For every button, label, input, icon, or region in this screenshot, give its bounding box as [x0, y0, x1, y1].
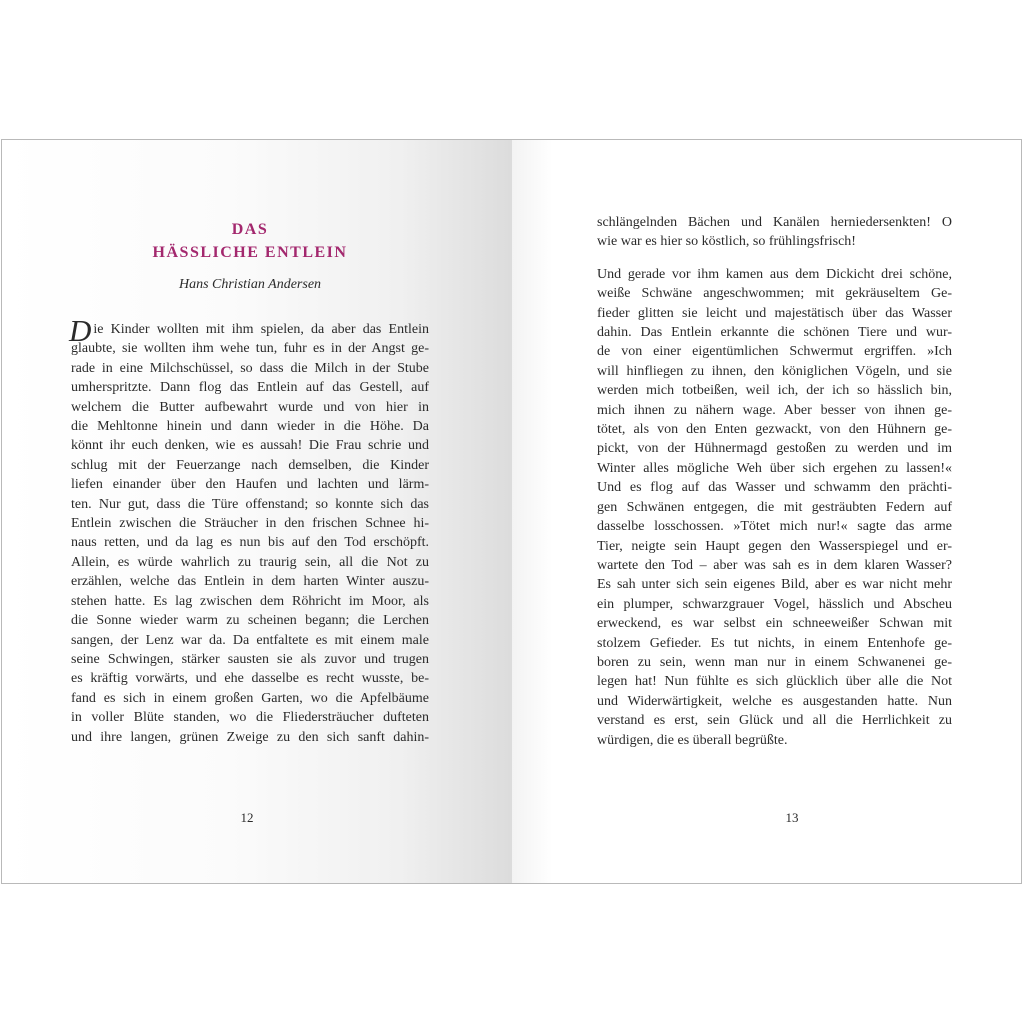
paragraph-gap	[597, 252, 952, 265]
text-line: die Mehltonne hinein und dann wieder in die Höhe. Da	[71, 419, 429, 435]
text-line: de von einer eigentümlichen Schwermut ergriffen. »Ich	[597, 344, 952, 360]
title-line-2: HÄSSLICHE ENTLEIN	[152, 244, 348, 261]
text-line: sangen, der Lenz war da. Da entfaltete es mit einem male	[71, 632, 429, 648]
text-line: tötet, als von den Enten gezwackt, von den Hühnern ge-	[597, 422, 952, 438]
right-page	[512, 140, 1021, 883]
text-line: naus retten, und da lag es nun bis auf den Tod erschöpft.	[71, 535, 429, 551]
text-line: welchem die Butter aufbewahrt wurde und von hier in	[71, 399, 429, 415]
title-line-1: DAS	[231, 221, 269, 238]
text-line: und ihre langen, grünen Zweige zu den sich sanft dahin-	[71, 729, 429, 745]
text-line: Tier, neigte sein Haupt gegen den Wasserspiegel und er-	[597, 538, 952, 554]
text-line: weiße Schwäne angeschwommen; mit gekräuseltem Ge-	[597, 286, 952, 302]
page-number-right: 13	[785, 810, 799, 825]
text-line: ein plumper, schwarzgrauer Vogel, hässlich und Abscheu	[597, 596, 952, 612]
text-line: liefen einander über den Haufen und lachten und lärm-	[71, 477, 429, 493]
left-body-text	[69, 313, 429, 747]
story-title	[2, 218, 498, 264]
text-line: fieder glitten sie leicht und majestätisch über das Wasser	[597, 305, 952, 321]
text-line: es kräftig vorwärts, und ehe dasselbe es recht wusste, be-	[71, 671, 429, 687]
text-line: verstand es erst, sein Glück und all die Herrlichkeit zu	[597, 713, 952, 729]
text-line: dasselbe losschossen. »Tötet mich nur!« sagte das arme	[597, 519, 952, 535]
author-name: Hans Christian Andersen	[178, 277, 322, 292]
text-line: stolzem Gefieder. Es tut nichts, in einem Entenhofe ge-	[597, 635, 952, 651]
text-line: will hinfliegen zu ihnen, den königlichen Vögeln, und sie	[597, 363, 952, 379]
text-line: wie war es hier so köstlich, so frühlingsfrisch!	[597, 234, 856, 250]
text-line: Und es flog auf das Wasser und schwamm den prächti-	[597, 480, 952, 496]
text-line: pickt, von der Hühnermagd gestoßen zu werden und im	[597, 441, 952, 457]
text-line: umherspritzte. Dann flog das Entlein auf das Gestell, auf	[71, 380, 429, 396]
text-line: gen Schwänen entgegen, die mit gesträubten Federn auf	[597, 499, 952, 515]
right-body-text	[597, 213, 952, 750]
text-line: in voller Blüte standen, wo die Fliedersträucher dufteten	[71, 710, 429, 726]
text-line: Und gerade vor ihm kamen aus dem Dickicht drei schöne,	[597, 266, 952, 282]
text-line: ten. Nur gut, dass die Türe offenstand; so konnte sich das	[71, 496, 429, 512]
text-line: Winter alles mögliche Weh über sich ergehen zu lassen!«	[597, 460, 952, 476]
text-line: werden mich totbeißen, weil ich, der ich so hässlich bin,	[597, 383, 952, 399]
drop-cap: D	[69, 313, 92, 348]
text-line: Es sah unter sich sein eigenes Bild, aber es war nicht mehr	[597, 577, 952, 593]
page-number-left: 12	[240, 810, 254, 825]
text-line: dahin. Das Entlein erkannte die schönen Tiere und wur-	[597, 325, 952, 341]
text-line: Allein, es würde wahrlich zu traurig sein, all die Not zu	[71, 554, 429, 570]
text-line: fand es sich in einem großen Garten, wo die Apfelbäume	[71, 690, 429, 706]
text-line: seine Schwingen, stärker sausten sie als zuvor und trugen	[71, 651, 429, 667]
text-line: rade in eine Milchschüssel, so dass die Milch in der Stube	[71, 360, 429, 376]
text-line: und Widerwärtigkeit, welche es ausgestanden hatte. Nun	[597, 693, 952, 709]
text-line: mich ihnen zu nähern wage. Aber besser von ihnen ge-	[597, 402, 952, 418]
text-line: erweckend, es war selbst ein schneeweißer Schwan mit	[597, 616, 952, 632]
text-line: stehen hatte. Es lag zwischen dem Röhricht im Moor, als	[71, 593, 429, 609]
first-line-rest: ie Kinder wollten mit ihm spielen, da aber das Entlein	[93, 322, 429, 337]
text-line: würdigen, die es überall begrüßte.	[597, 732, 788, 748]
text-line: erzählen, welche das Entlein in dem harten Winter auszu-	[71, 574, 429, 590]
text-line: Entlein zwischen die Sträucher in den frischen Schnee hi-	[71, 516, 429, 532]
text-line: könnt ihr euch denken, wie es aussah! Die Frau schrie und	[71, 438, 429, 454]
text-line: die Sonne wieder warm zu scheinen begann; die Lerchen	[71, 613, 429, 629]
text-line: boren zu sein, wenn man nur in einem Schwanenei ge-	[597, 654, 952, 670]
left-page	[2, 140, 512, 883]
text-line: schlug mit der Feuerzange nach demselben, die Kinder	[71, 457, 429, 473]
book-spread	[1, 139, 1022, 884]
text-line: legen hat! Nun fühlte es sich glücklich über alle die Not	[597, 674, 952, 690]
text-line: glaubte, sie wollten ihm wehe tun, fuhr es in der Angst ge-	[71, 341, 429, 357]
text-line: wartete den Tod – aber was sah es in dem klaren Wasser?	[597, 557, 952, 573]
text-line: schlängelnden Bächen und Kanälen herniedersenkten! O	[597, 215, 952, 230]
text-line-first	[69, 313, 429, 348]
